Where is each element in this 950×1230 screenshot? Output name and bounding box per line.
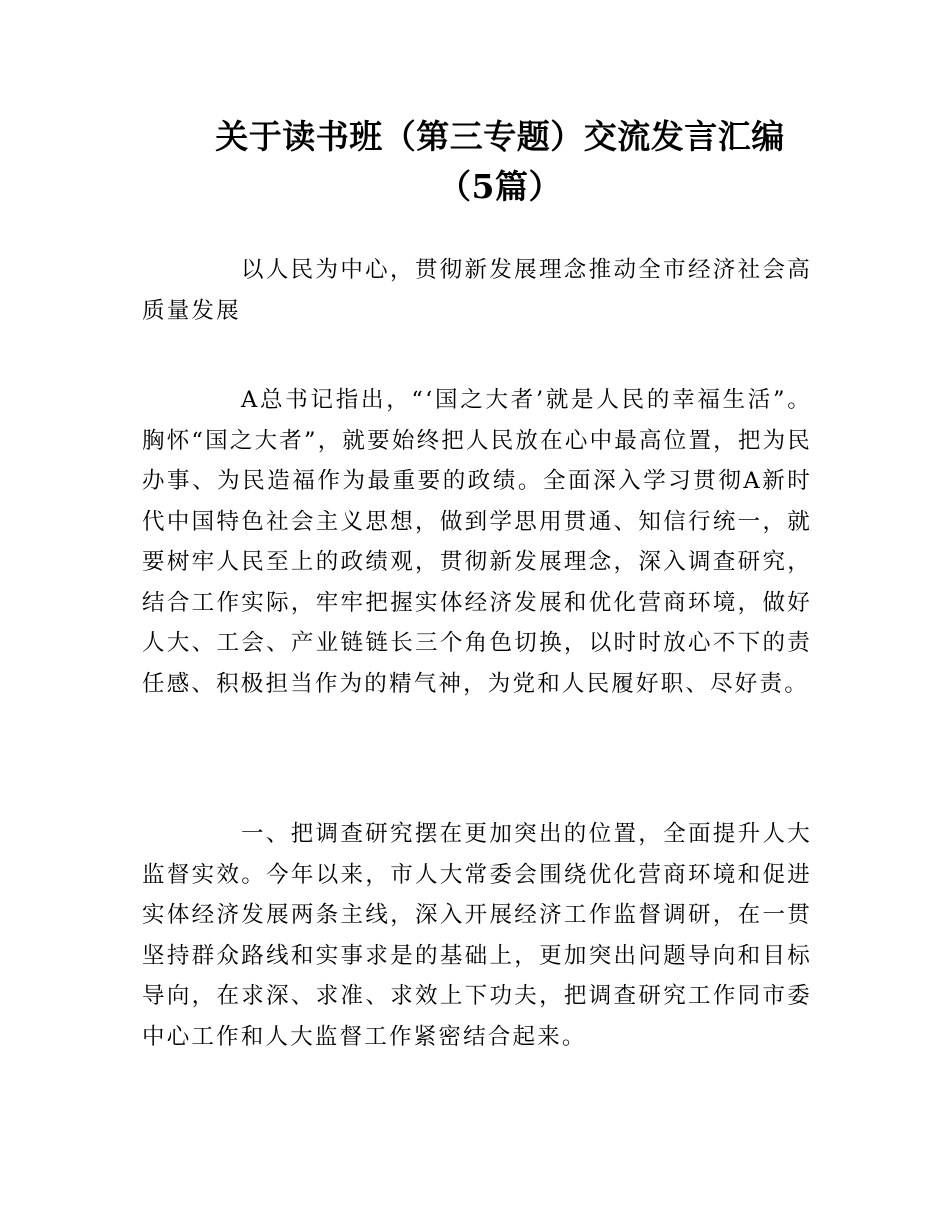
body-paragraph-section-1: 一、把调查研究摆在更加突出的位置，全面提升人大监督实效。今年以来，市人大常委会围绕优化营商环境和促进实体经济发展两条主线，深入开展经济工作监督调研，在一贯坚持群众路线和实事求是的基础上，更加突出问题导向和目标导向，在求深、求准、求效上下功夫，把调查研究工作同市委中心工作和人大监督工作紧密结合起来。: [142, 821, 812, 1050]
document-title: [150, 112, 850, 212]
body-paragraph-intro: A总书记指出，“‘国之大者’就是人民的幸福生活”。胸怀“国之大者”，就要始终把人民放在心中最高位置，把为民办事、为民造福作为最重要的政绩。全面深入学习贯彻A新时代中国特色社会主义思想，做到学思用贯通、知信行统一，就要树牢人民至上的政绩观，贯彻新发展理念，深入调查研究，结合工作实际，牢牢把握实体经济发展和优化营商环境，做好人大、工会、产业链链长三个角色切换，以时时放心不下的责任感、积极担当作为的精气神，为党和人民履好职、尽好责。: [142, 387, 812, 697]
title-line-2: （5篇）: [438, 167, 562, 206]
subtitle-paragraph: 以人民为中心，贯彻新发展理念推动全市经济社会高质量发展: [142, 257, 812, 324]
title-line-1: 关于读书班（第三专题）交流发言汇编: [215, 117, 785, 156]
